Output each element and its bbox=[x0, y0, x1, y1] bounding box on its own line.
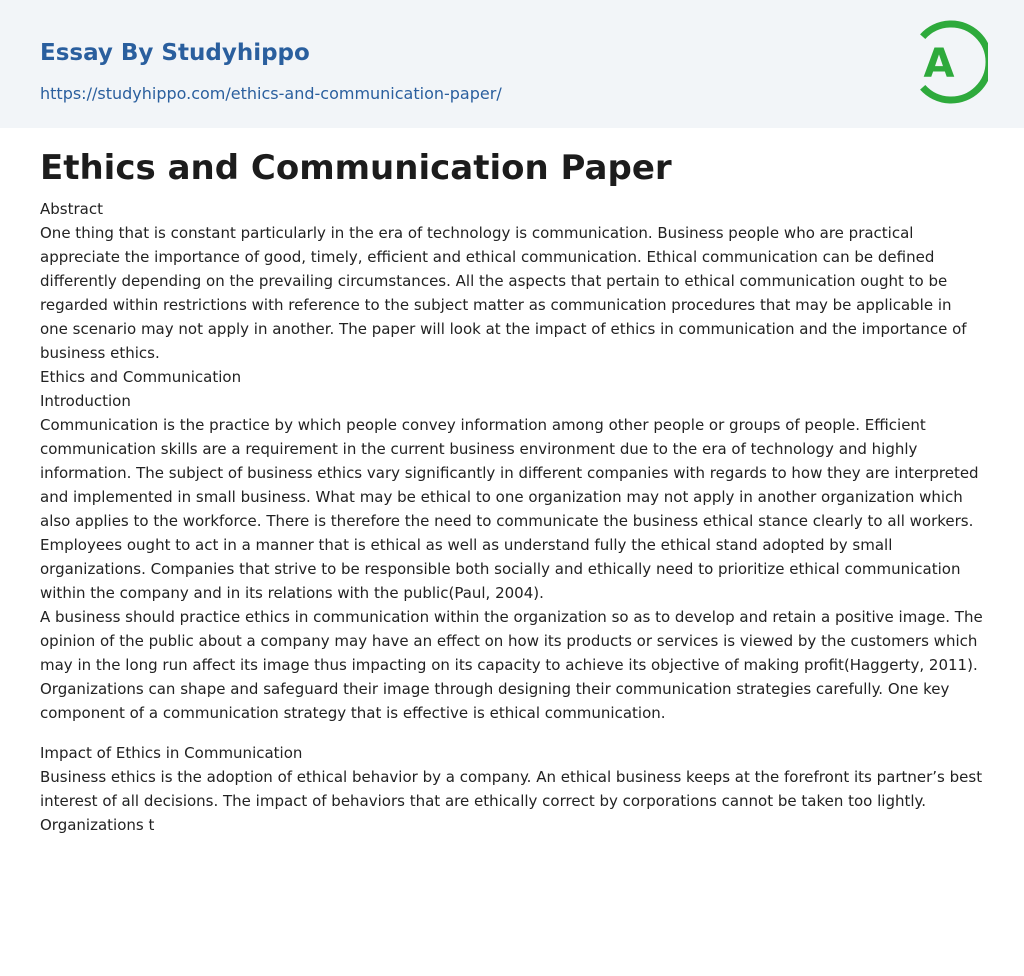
abstract-paragraph: One thing that is constant particularly in the era of technology is communication. Business people who are practical appreciate the importance of good, timely, efficient and ethical communication. Ethical communication can be defined differently depending on the prevailing circumstances. All the aspects that pertain to ethical communication ought to be regarded within restrictions with reference to the subject matter as communication procedures that may be applicable in one scenario may not apply in another. The paper will look at the impact of ethics in communication and the importance of business ethics. bbox=[40, 224, 967, 362]
section-subtitle: Ethics and Communication bbox=[40, 368, 242, 386]
brand-title[interactable]: Essay By Studyhippo bbox=[40, 40, 310, 66]
logo-letter: A bbox=[923, 41, 955, 87]
abstract-heading: Abstract bbox=[40, 200, 103, 218]
image-paragraph: A business should practice ethics in communication within the organization so as to develop and retain a positive image. The opinion of the public about a company may have an effect on how its products or services is viewed by the customers which may in the long run affect its image thus impacting on its capacity to achieve its objective of making profit(Haggerty, 2011). Organizations can shape and safeguard their image through designing their communication strategies carefully. One key component of a communication strategy that is effective is ethical communication. bbox=[40, 608, 983, 722]
studyhippo-logo-icon[interactable] bbox=[912, 18, 988, 106]
introduction-paragraph: Communication is the practice by which people convey information among other people or groups of people. Efficient communication skills are a requirement in the current business environment due to the era of technology and highly information. The subject of business ethics vary significantly in different companies with regards to how they are interpreted and implemented in small business. What may be ethical to one organization may not apply in another organization which also applies to the workforce. There is therefore the need to communicate the business ethical stance clearly to all workers. Employees ought to act in a manner that is ethical as well as understand fully the ethical stand adopted by small organizations. Companies that strive to be responsible both socially and ethically need to prioritize ethical communication within the company and in its relations with the public(Paul, 2004). bbox=[40, 416, 979, 602]
page-url[interactable]: https://studyhippo.com/ethics-and-communication-paper/ bbox=[40, 84, 502, 103]
impact-paragraph: Business ethics is the adoption of ethical behavior by a company. An ethical business keeps at the forefront its partner’s best interest of all decisions. The impact of behaviors that are ethically correct by corporations cannot be taken too lightly. Organizations t bbox=[40, 768, 983, 834]
article-title: Ethics and Communication Paper bbox=[40, 148, 672, 188]
site-header bbox=[0, 0, 1024, 128]
introduction-heading: Introduction bbox=[40, 392, 131, 410]
article bbox=[0, 128, 1024, 837]
impact-heading: Impact of Ethics in Communication bbox=[40, 744, 303, 762]
